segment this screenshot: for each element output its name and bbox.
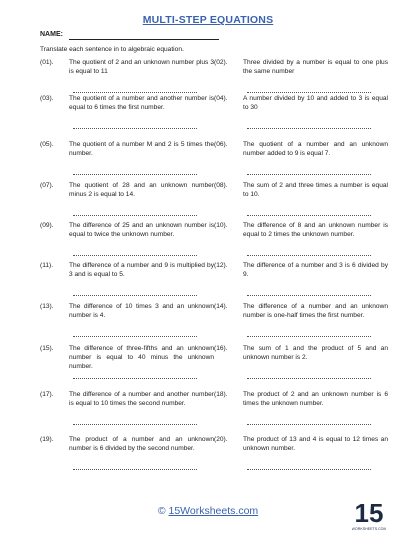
question-number: (05). <box>40 141 54 148</box>
answer-line[interactable] <box>247 424 371 425</box>
answer-line[interactable] <box>247 92 371 93</box>
answer-line[interactable] <box>73 92 197 93</box>
answer-line[interactable] <box>73 424 197 425</box>
question-text: The quotient of a number M and 2 is 5 times the number. <box>69 141 214 157</box>
question-text: The quotient of 28 and an unknown number minus 2 is equal to 14. <box>69 182 214 198</box>
question-text: The difference of a number and another number is equal to 10 times the second number. <box>69 391 214 407</box>
question-text: The product of 2 and an unknown number is 6 times the unknown number. <box>243 391 388 407</box>
question-number: (12). <box>214 262 228 269</box>
question-text: The sum of 1 and the product of 5 and an unknown number is 2. <box>243 345 388 361</box>
answer-line[interactable] <box>247 336 371 337</box>
name-field[interactable] <box>69 39 219 40</box>
instructions: Translate each sentence in to algebraic equation. <box>40 46 184 53</box>
answer-line[interactable] <box>73 336 197 337</box>
question-text: The quotient of a number and another number is equal to 6 times the first number. <box>69 95 214 111</box>
page-title: MULTI-STEP EQUATIONS <box>142 14 274 26</box>
logo-text: WORKSHEETS.COM <box>352 527 386 531</box>
answer-line[interactable] <box>73 255 197 256</box>
question-number: (03). <box>40 95 54 102</box>
question-text: The difference of 10 times 3 and an unknown number is 4. <box>69 303 214 319</box>
answer-line[interactable] <box>73 128 197 129</box>
answer-line[interactable] <box>247 295 371 296</box>
question-number: (09). <box>40 222 54 229</box>
question-number: (08). <box>214 182 228 189</box>
answer-line[interactable] <box>247 255 371 256</box>
question-number: (16). <box>214 345 228 352</box>
question-number: (17). <box>40 391 54 398</box>
answer-line[interactable] <box>247 215 371 216</box>
answer-line[interactable] <box>247 174 371 175</box>
question-text: The difference of a number and 3 is 6 divided by 9. <box>243 262 388 278</box>
question-number: (13). <box>40 303 54 310</box>
answer-line[interactable] <box>247 128 371 129</box>
question-number: (04). <box>214 95 228 102</box>
question-text: The difference of 8 and an unknown number is equal to 2 times the unknown number. <box>243 222 388 238</box>
logo-number: 15 <box>354 498 384 528</box>
question-number: (06). <box>214 141 228 148</box>
question-text: The difference of a number and 9 is multiplied by 3 and is equal to 5. <box>69 262 214 278</box>
question-number: (11). <box>40 262 54 269</box>
copyright-symbol: © <box>157 505 166 517</box>
question-number: (19). <box>40 436 54 443</box>
answer-line[interactable] <box>247 378 371 379</box>
answer-line[interactable] <box>247 469 371 470</box>
question-text: A number divided by 10 and added to 3 is equal to 30 <box>243 95 388 111</box>
answer-line[interactable] <box>73 295 197 296</box>
question-number: (18). <box>214 391 228 398</box>
question-number: (14). <box>214 303 228 310</box>
question-number: (02). <box>214 59 228 66</box>
question-text: The quotient of 2 and an unknown number plus 3 is equal to 11 <box>69 59 214 75</box>
question-text: The product of a number and an unknown number is 6 divided by the second number. <box>69 436 214 452</box>
question-number: (20). <box>214 436 228 443</box>
question-text: The product of 13 and 4 is equal to 12 times an unknown number. <box>243 436 388 452</box>
question-text: The difference of a number and an unknown number is one-half times the first number. <box>243 303 388 319</box>
answer-line[interactable] <box>73 378 197 379</box>
answer-line[interactable] <box>73 469 197 470</box>
question-text: The quotient of a number and an unknown number added to 9 is equal 7. <box>243 141 388 157</box>
name-label: NAME: <box>40 31 63 38</box>
question-text: The difference of three-fifths and an unknown number is equal to 40 minus the unknown number. <box>69 345 214 370</box>
question-number: (01). <box>40 59 54 66</box>
question-number: (10). <box>214 222 228 229</box>
site-link[interactable]: 15Worksheets.com <box>168 505 259 517</box>
question-number: (15). <box>40 345 54 352</box>
answer-line[interactable] <box>73 215 197 216</box>
question-text: The difference of 25 and an unknown number is equal to twice the unknown number. <box>69 222 214 238</box>
question-text: The sum of 2 and three times a number is equal to 10. <box>243 182 388 198</box>
logo-icon <box>352 498 386 532</box>
answer-line[interactable] <box>73 174 197 175</box>
question-text: Three divided by a number is equal to one plus the same number <box>243 59 388 75</box>
question-number: (07). <box>40 182 54 189</box>
